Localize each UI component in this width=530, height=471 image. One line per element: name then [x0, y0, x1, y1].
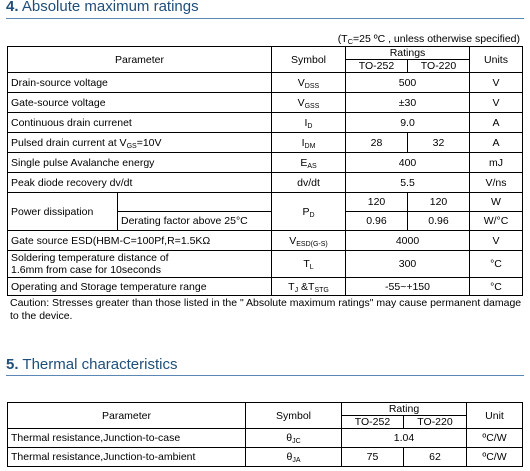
table-row	[8, 193, 523, 212]
header-units: Units	[470, 47, 523, 73]
unit-id: A	[470, 113, 523, 133]
test-condition	[338, 33, 520, 45]
symbol-sub: STG	[314, 286, 329, 294]
table-row	[8, 231, 523, 251]
unit-tl: °C	[470, 251, 523, 278]
param-tl	[8, 251, 272, 278]
symbol-vgss	[272, 93, 346, 113]
table-row	[8, 73, 523, 93]
param-idm-text: Pulsed drain current at V	[11, 136, 127, 149]
table-row	[8, 173, 523, 193]
param-tj: Operating and Storage temperature range	[8, 278, 272, 296]
header-symbol: Symbol	[246, 403, 342, 429]
symbol-main: θ	[286, 451, 293, 463]
section-4-rule	[6, 18, 524, 19]
param-rjc: Thermal resistance,Junction-to-case	[8, 429, 246, 448]
condition-suffix: =25 ºC , unless otherwise specified)	[353, 33, 520, 45]
unit-rja: ºC/W	[467, 448, 523, 467]
symbol-idm	[272, 133, 346, 153]
header-parameter: Parameter	[8, 403, 246, 429]
symbol-main: E	[300, 156, 308, 169]
table-row	[8, 448, 523, 467]
symbol-dvdt: dv/dt	[272, 173, 346, 193]
header-to220: TO-220	[408, 60, 470, 73]
symbol-main: V	[297, 96, 305, 109]
table-row	[8, 113, 523, 133]
caution-note: Caution: Stresses greater than those listed in the " Absolute maximum ratings" may cause permanent damage to the device.	[10, 297, 522, 322]
value-rja-to220: 62	[404, 448, 467, 467]
section-5-rule	[6, 375, 524, 376]
value-rja-to252: 75	[342, 448, 404, 467]
param-tl-line1: Soldering temperature distance of	[11, 252, 169, 264]
absolute-max-ratings-table	[7, 46, 523, 296]
header-rating: Rating	[342, 403, 467, 416]
section-4-number: 4.	[6, 0, 19, 15]
param-pd-blank	[118, 193, 272, 212]
param-rja: Thermal resistance,Junction-to-ambient	[8, 448, 246, 467]
unit-idm: A	[470, 133, 523, 153]
param-dvdt: Peak diode recovery dv/dt	[8, 173, 272, 193]
section-5-title-text: Thermal characteristics	[22, 356, 178, 373]
header-to220: TO-220	[404, 416, 467, 429]
value-eas: 400	[346, 153, 470, 173]
symbol-main: T	[303, 258, 310, 270]
unit-pd: W	[470, 193, 523, 212]
value-pd-to220: 120	[408, 193, 470, 212]
param-vdss: Drain-source voltage	[8, 73, 272, 93]
symbol-rjc	[246, 429, 342, 448]
value-derating-to252: 0.96	[346, 212, 408, 231]
condition-sub: C	[347, 37, 354, 46]
value-tj: -55~+150	[346, 278, 470, 296]
value-dvdt: 5.5	[346, 173, 470, 193]
value-idm-to220: 32	[408, 133, 470, 153]
symbol-sub: AS	[307, 162, 317, 170]
unit-rjc: ºC/W	[467, 429, 523, 448]
symbol-sub: D	[309, 211, 315, 219]
symbol-main: T	[288, 280, 295, 293]
header-unit: Unit	[467, 403, 523, 429]
param-id: Continuous drain currenet	[8, 113, 272, 133]
symbol-main: V	[297, 76, 305, 89]
symbol-mid: &T	[298, 280, 315, 293]
header-to252: TO-252	[346, 60, 408, 73]
value-esd: 4000	[346, 231, 470, 251]
table-row	[8, 429, 523, 448]
symbol-vdss	[272, 73, 346, 93]
value-vgss: ±30	[346, 93, 470, 113]
symbol-rja	[246, 448, 342, 467]
param-idm-sub: GS	[126, 142, 137, 150]
symbol-sub: JC	[292, 438, 301, 445]
section-4-title-text: Absolute maximum ratings	[21, 0, 199, 15]
unit-vdss: V	[470, 73, 523, 93]
table-row	[8, 278, 523, 296]
symbol-sub: DM	[304, 142, 316, 150]
symbol-sub: DSS	[304, 82, 320, 90]
unit-vgss: V	[470, 93, 523, 113]
param-derating: Derating factor above 25°C	[118, 212, 272, 231]
unit-dvdt: V/ns	[470, 173, 523, 193]
value-tl: 300	[346, 251, 470, 278]
header-symbol: Symbol	[272, 47, 346, 73]
table-row	[8, 133, 523, 153]
header-row	[8, 403, 523, 416]
symbol-main: I	[301, 136, 305, 149]
param-tl-line2: 1.6mm from case for 10seconds	[11, 264, 161, 276]
symbol-main: I	[304, 116, 308, 129]
header-parameter: Parameter	[8, 47, 272, 73]
condition-prefix: (T	[337, 33, 348, 45]
value-id: 9.0	[346, 113, 470, 133]
param-vgss: Gate-source voltage	[8, 93, 272, 113]
section-4-title	[6, 0, 199, 15]
table-row	[8, 153, 523, 173]
symbol-sub: D	[307, 122, 313, 130]
symbol-sub: JA	[292, 457, 301, 464]
symbol-tj	[272, 278, 346, 296]
value-vdss: 500	[346, 73, 470, 93]
param-idm	[8, 133, 272, 153]
symbol-sub: ESD(G-S)	[296, 240, 328, 248]
symbol-sub: L	[309, 264, 314, 271]
unit-tj: °C	[470, 278, 523, 296]
value-rjc: 1.04	[342, 429, 467, 448]
symbol-main: P	[302, 205, 310, 218]
symbol-esd	[272, 231, 346, 251]
symbol-sub: J	[294, 286, 299, 294]
symbol-pd	[272, 193, 346, 231]
section-5-number: 5.	[6, 356, 19, 373]
header-row	[8, 47, 523, 60]
unit-esd: V	[470, 231, 523, 251]
symbol-id	[272, 113, 346, 133]
thermal-characteristics-table	[7, 402, 523, 467]
symbol-main: θ	[286, 432, 293, 444]
value-derating-to220: 0.96	[408, 212, 470, 231]
header-ratings: Ratings	[346, 47, 470, 60]
symbol-sub: GSS	[304, 102, 320, 110]
symbol-eas	[272, 153, 346, 173]
param-eas: Single pulse Avalanche energy	[8, 153, 272, 173]
param-esd: Gate source ESD(HBM-C=100Pf,R=1.5KΩ	[8, 231, 272, 251]
table-row	[8, 251, 523, 278]
symbol-tl	[272, 251, 346, 278]
unit-eas: mJ	[470, 153, 523, 173]
symbol-main: V	[289, 234, 297, 247]
header-to252: TO-252	[342, 416, 404, 429]
section-5-title	[6, 356, 177, 373]
param-pd: Power dissipation	[8, 193, 118, 231]
unit-derating: W/°C	[470, 212, 523, 231]
value-pd-to252: 120	[346, 193, 408, 212]
param-idm-suffix: =10V	[136, 136, 162, 149]
value-idm-to252: 28	[346, 133, 408, 153]
table-row	[8, 93, 523, 113]
